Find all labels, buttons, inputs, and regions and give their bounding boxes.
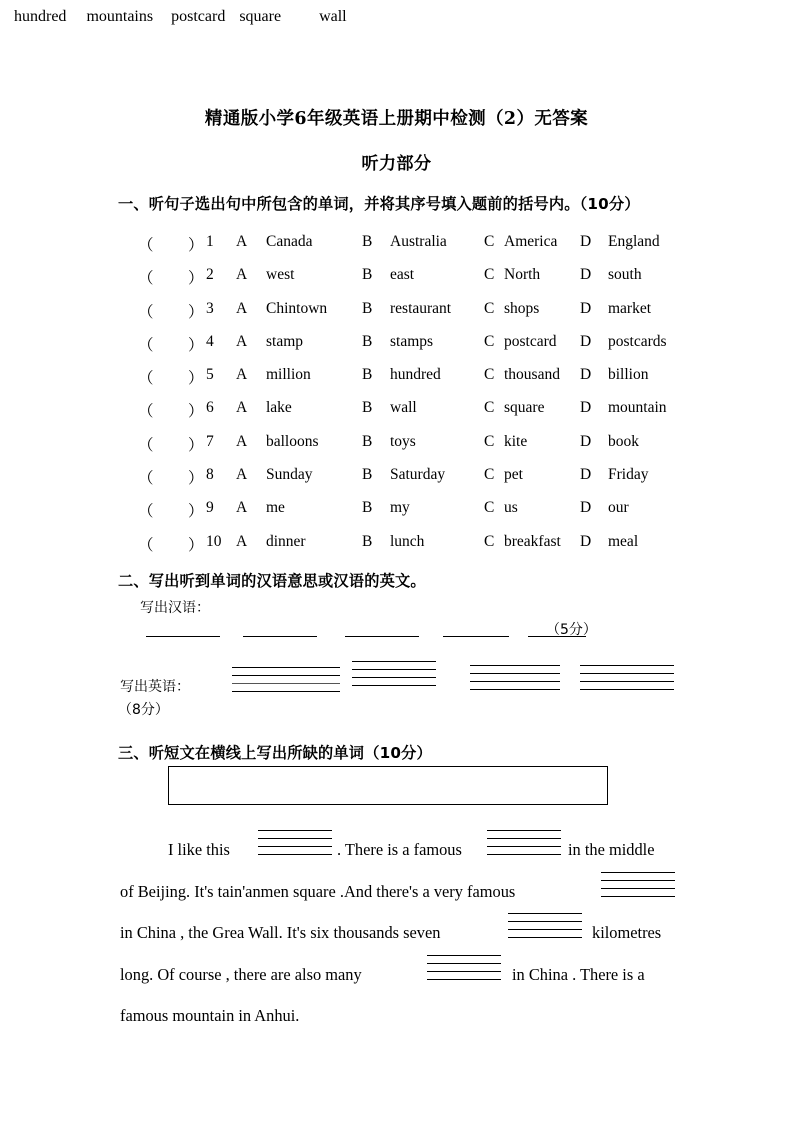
option-text[interactable]: my [390, 499, 410, 517]
cloze-blank[interactable] [508, 913, 582, 938]
option-letter: D [580, 366, 592, 384]
multiple-choice-row [0, 399, 793, 432]
answer-bracket-open[interactable]: （ [138, 370, 154, 388]
answer-bracket-close[interactable]: ） [188, 270, 204, 288]
passage-text: in China , the Grea Wall. It's six thousands seven [120, 923, 441, 942]
option-text[interactable]: America [504, 233, 558, 250]
option-text[interactable]: market [608, 299, 652, 317]
option-text[interactable]: million [266, 366, 311, 384]
passage-text: I like this [168, 840, 230, 859]
option-text[interactable]: restaurant [390, 299, 452, 317]
option-letter: B [362, 532, 373, 550]
option-letter: D [580, 332, 592, 350]
option-letter: A [236, 466, 248, 484]
option-letter: C [484, 466, 495, 484]
option-letter: B [362, 266, 373, 284]
passage-text: long. Of course , there are also many [120, 964, 362, 984]
passage-line [0, 1006, 793, 1048]
option-letter: A [236, 332, 248, 350]
option-text[interactable]: book [608, 432, 639, 450]
multiple-choice-row [0, 300, 793, 333]
answer-bracket-open[interactable]: （ [138, 503, 154, 521]
answer-bracket-open[interactable]: （ [138, 237, 154, 254]
answer-bracket-open[interactable]: （ [138, 303, 154, 321]
option-letter: C [484, 332, 495, 350]
answer-bracket-close[interactable]: ） [188, 370, 204, 388]
answer-bracket-open[interactable]: （ [138, 536, 154, 554]
option-letter: C [484, 499, 495, 517]
option-text[interactable]: Saturday [390, 466, 446, 484]
option-letter: D [580, 466, 592, 484]
option-text[interactable]: thousand [504, 366, 560, 384]
english-answer-ruled-blank[interactable] [352, 661, 436, 686]
option-text[interactable]: square [504, 399, 545, 417]
option-text[interactable]: Canada [266, 233, 313, 250]
option-letter: B [362, 299, 373, 317]
option-text[interactable]: hundred [390, 366, 441, 384]
answer-bracket-close[interactable]: ） [188, 503, 204, 521]
question-number: 2 [206, 266, 214, 284]
cloze-passage [0, 840, 793, 1048]
option-letter: C [484, 532, 495, 550]
option-letter: B [362, 399, 373, 417]
option-letter: B [362, 499, 373, 517]
option-letter: A [236, 499, 248, 517]
cloze-blank[interactable] [427, 955, 501, 980]
option-text[interactable]: west [266, 266, 295, 284]
word-bank-item: square [239, 8, 282, 25]
option-text[interactable]: postcards [608, 332, 667, 350]
answer-bracket-close[interactable]: ） [188, 536, 204, 554]
word-bank-item: mountains [86, 8, 154, 25]
option-text[interactable]: North [504, 266, 541, 284]
option-letter: D [580, 233, 592, 250]
answer-bracket-close[interactable]: ） [188, 303, 204, 321]
answer-bracket-close[interactable]: ） [188, 237, 204, 254]
write-english-label: 写出英语： [120, 679, 190, 695]
passage-text: . There is a famous [337, 840, 462, 859]
option-text[interactable]: postcard [504, 332, 557, 350]
passage-line [0, 923, 793, 965]
option-text[interactable]: us [504, 499, 518, 517]
word-bank-item: wall [319, 8, 347, 25]
option-text[interactable]: me [266, 499, 285, 517]
option-letter: D [580, 299, 592, 317]
option-letter: C [484, 299, 495, 317]
word-bank-item: postcard [171, 8, 226, 25]
english-answer-ruled-blank[interactable] [232, 667, 340, 692]
answer-bracket-close[interactable]: ） [188, 436, 204, 454]
option-letter: C [484, 233, 495, 250]
option-text[interactable]: dinner [266, 532, 306, 550]
option-text[interactable]: pet [504, 466, 523, 484]
question-number: 8 [206, 466, 214, 484]
option-letter: B [362, 366, 373, 384]
section-2-english-points: （8分） [118, 702, 169, 718]
question-number: 4 [206, 332, 214, 350]
option-letter: D [580, 532, 592, 550]
option-text[interactable]: Sunday [266, 466, 313, 484]
option-text[interactable]: toys [390, 432, 416, 450]
section-3-heading: 三、听短文在横线上写出所缺的单词（10分） [118, 744, 432, 762]
question-number: 10 [206, 532, 222, 550]
question-number: 1 [206, 233, 214, 250]
answer-bracket-open[interactable]: （ [138, 403, 154, 421]
cloze-blank[interactable] [601, 872, 675, 897]
option-text[interactable]: kite [504, 432, 528, 450]
question-number: 6 [206, 399, 214, 417]
multiple-choice-row [0, 333, 793, 366]
option-text[interactable]: wall [390, 399, 417, 417]
multiple-choice-row [0, 233, 793, 266]
option-text[interactable]: mountain [608, 399, 667, 417]
answer-bracket-open[interactable]: （ [138, 336, 154, 354]
option-letter: B [362, 332, 373, 350]
question-number: 3 [206, 299, 214, 317]
option-letter: A [236, 266, 248, 284]
multiple-choice-row [0, 433, 793, 466]
option-text[interactable]: stamp [266, 332, 304, 350]
option-text[interactable]: Friday [608, 466, 649, 484]
option-text[interactable]: shops [504, 299, 540, 317]
option-letter: D [580, 266, 592, 284]
option-letter: D [580, 432, 592, 450]
option-letter: A [236, 432, 248, 450]
chinese-answer-blank[interactable] [345, 636, 419, 637]
passage-line [0, 882, 793, 924]
chinese-answer-blank[interactable] [243, 636, 317, 637]
answer-bracket-close[interactable]: ） [188, 470, 204, 488]
option-text[interactable]: balloons [266, 432, 319, 450]
option-text[interactable]: breakfast [504, 532, 561, 550]
option-letter: B [362, 233, 373, 250]
cloze-blank[interactable] [487, 830, 561, 855]
answer-bracket-close[interactable]: ） [188, 403, 204, 421]
write-chinese-label: 写出汉语： [140, 600, 210, 616]
word-bank-words [14, 8, 347, 26]
option-text[interactable]: meal [608, 532, 639, 550]
option-text[interactable]: stamps [390, 332, 434, 350]
option-letter: A [236, 233, 248, 250]
section-2-chinese-points: （5分） [546, 622, 597, 638]
passage-line [0, 965, 793, 1007]
passage-text: in the middle [568, 840, 655, 859]
option-text[interactable]: Australia [390, 233, 447, 250]
section-2-heading: 二、写出听到单词的汉语意思或汉语的英文。 [118, 572, 426, 590]
question-number: 5 [206, 366, 214, 384]
answer-bracket-open[interactable]: （ [138, 270, 154, 288]
option-text[interactable]: lake [266, 399, 292, 417]
cloze-blank[interactable] [258, 830, 332, 855]
multiple-choice-row [0, 533, 793, 566]
option-letter: B [362, 432, 373, 450]
question-number: 7 [206, 432, 214, 450]
option-letter: C [484, 399, 495, 417]
passage-text: of Beijing. It's tain'anmen square .And there's a very famous [120, 881, 516, 901]
option-letter: A [236, 399, 248, 417]
option-letter: C [484, 266, 495, 284]
document-subtitle: 听力部分 [361, 154, 432, 174]
english-answer-ruled-blank[interactable] [580, 665, 674, 690]
word-bank-box [168, 766, 608, 805]
multiple-choice-row [0, 366, 793, 399]
answer-bracket-open[interactable]: （ [138, 436, 154, 454]
answer-bracket-close[interactable]: ） [188, 336, 204, 354]
option-text[interactable]: our [608, 499, 629, 517]
option-text[interactable]: south [608, 266, 642, 284]
multiple-choice-list [0, 233, 793, 566]
passage-text: famous mountain in Anhui. [120, 1006, 300, 1025]
multiple-choice-row [0, 499, 793, 532]
option-letter: C [484, 432, 495, 450]
section-1-heading: 一、听句子选出句中所包含的单词，并将其序号填入题前的括号内。（10分） [118, 195, 640, 213]
passage-text: in China . There is a [512, 964, 645, 984]
option-letter: D [580, 499, 592, 517]
option-letter: C [484, 366, 495, 384]
option-letter: B [362, 466, 373, 484]
option-letter: A [236, 366, 248, 384]
chinese-answer-blank[interactable] [443, 636, 509, 637]
option-text[interactable]: billion [608, 366, 649, 384]
option-text[interactable]: east [390, 266, 415, 284]
option-text[interactable]: Chintown [266, 299, 328, 317]
option-text[interactable]: lunch [390, 532, 425, 550]
word-bank-item: hundred [14, 8, 67, 25]
english-answer-ruled-blank[interactable] [470, 665, 560, 690]
question-number: 9 [206, 499, 214, 517]
multiple-choice-row [0, 266, 793, 299]
option-letter: A [236, 532, 248, 550]
passage-text: kilometres [592, 923, 662, 942]
option-text[interactable]: England [608, 233, 660, 250]
page-title: 精通版小学6年级英语上册期中检测（2）无答案 [204, 109, 589, 129]
option-letter: D [580, 399, 592, 417]
answer-bracket-open[interactable]: （ [138, 470, 154, 488]
option-letter: A [236, 299, 248, 317]
chinese-answer-blank[interactable] [146, 636, 220, 637]
multiple-choice-row [0, 466, 793, 499]
